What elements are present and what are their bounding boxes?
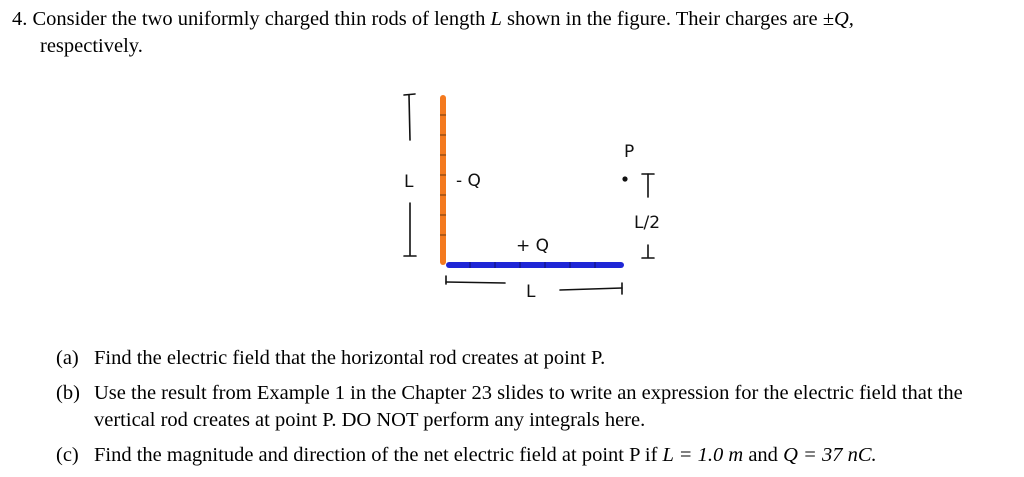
length-symbol: L — [490, 8, 502, 30]
horizontal-length-label: L — [526, 282, 536, 300]
problem-text-line1 — [33, 8, 854, 30]
part-c-conjunction: and — [748, 444, 778, 466]
part-b — [56, 380, 1021, 434]
part-c-length-value: L = 1.0 m — [662, 444, 744, 466]
point-p-offset-label: L/2 — [634, 213, 661, 233]
part-a — [56, 345, 1021, 372]
vertical-rod — [440, 95, 446, 265]
horizontal-rod-charge-label: + Q — [516, 236, 550, 256]
part-b-label: (b) — [56, 382, 80, 404]
part-c-text-prefix: Find the magnitude and direction of the net electric field at point P if — [94, 444, 658, 466]
part-c-charge-value: Q = 37 nC. — [783, 444, 877, 466]
problem-statement — [12, 6, 1017, 60]
point-p-dot — [622, 176, 627, 181]
problem-number: 4. — [12, 8, 28, 30]
vertical-length-label: L — [404, 172, 414, 192]
vertical-rod-charge-label: - Q — [456, 171, 481, 191]
rods-figure-svg — [390, 85, 690, 300]
horizontal-rod — [446, 262, 624, 268]
problem-text-suffix: shown in the figure. Their charges are — [506, 8, 818, 30]
horizontal-dim-left-line — [446, 282, 505, 283]
part-a-text: Find the electric field that the horizontal rod creates at point P. — [94, 347, 606, 369]
part-c — [56, 442, 1021, 469]
part-b-text: Use the result from Example 1 in the Chapter 23 slides to write an expression for the electric field that the vertical rod creates at point P. DO NOT perform any integrals here. — [94, 382, 963, 431]
problem-text-prefix: Consider the two uniformly charged thin rods of length — [32, 8, 486, 30]
horizontal-dim-right-line — [560, 288, 622, 290]
problem-parts — [56, 345, 1021, 477]
point-p-label: P — [624, 142, 635, 162]
part-c-label: (c) — [56, 444, 79, 466]
vertical-dim-top-line — [409, 95, 410, 140]
part-a-label: (a) — [56, 347, 79, 369]
charge-symbol: ±Q, — [822, 8, 854, 30]
problem-text-line2: respectively. — [40, 35, 143, 57]
rods-figure — [390, 85, 690, 300]
